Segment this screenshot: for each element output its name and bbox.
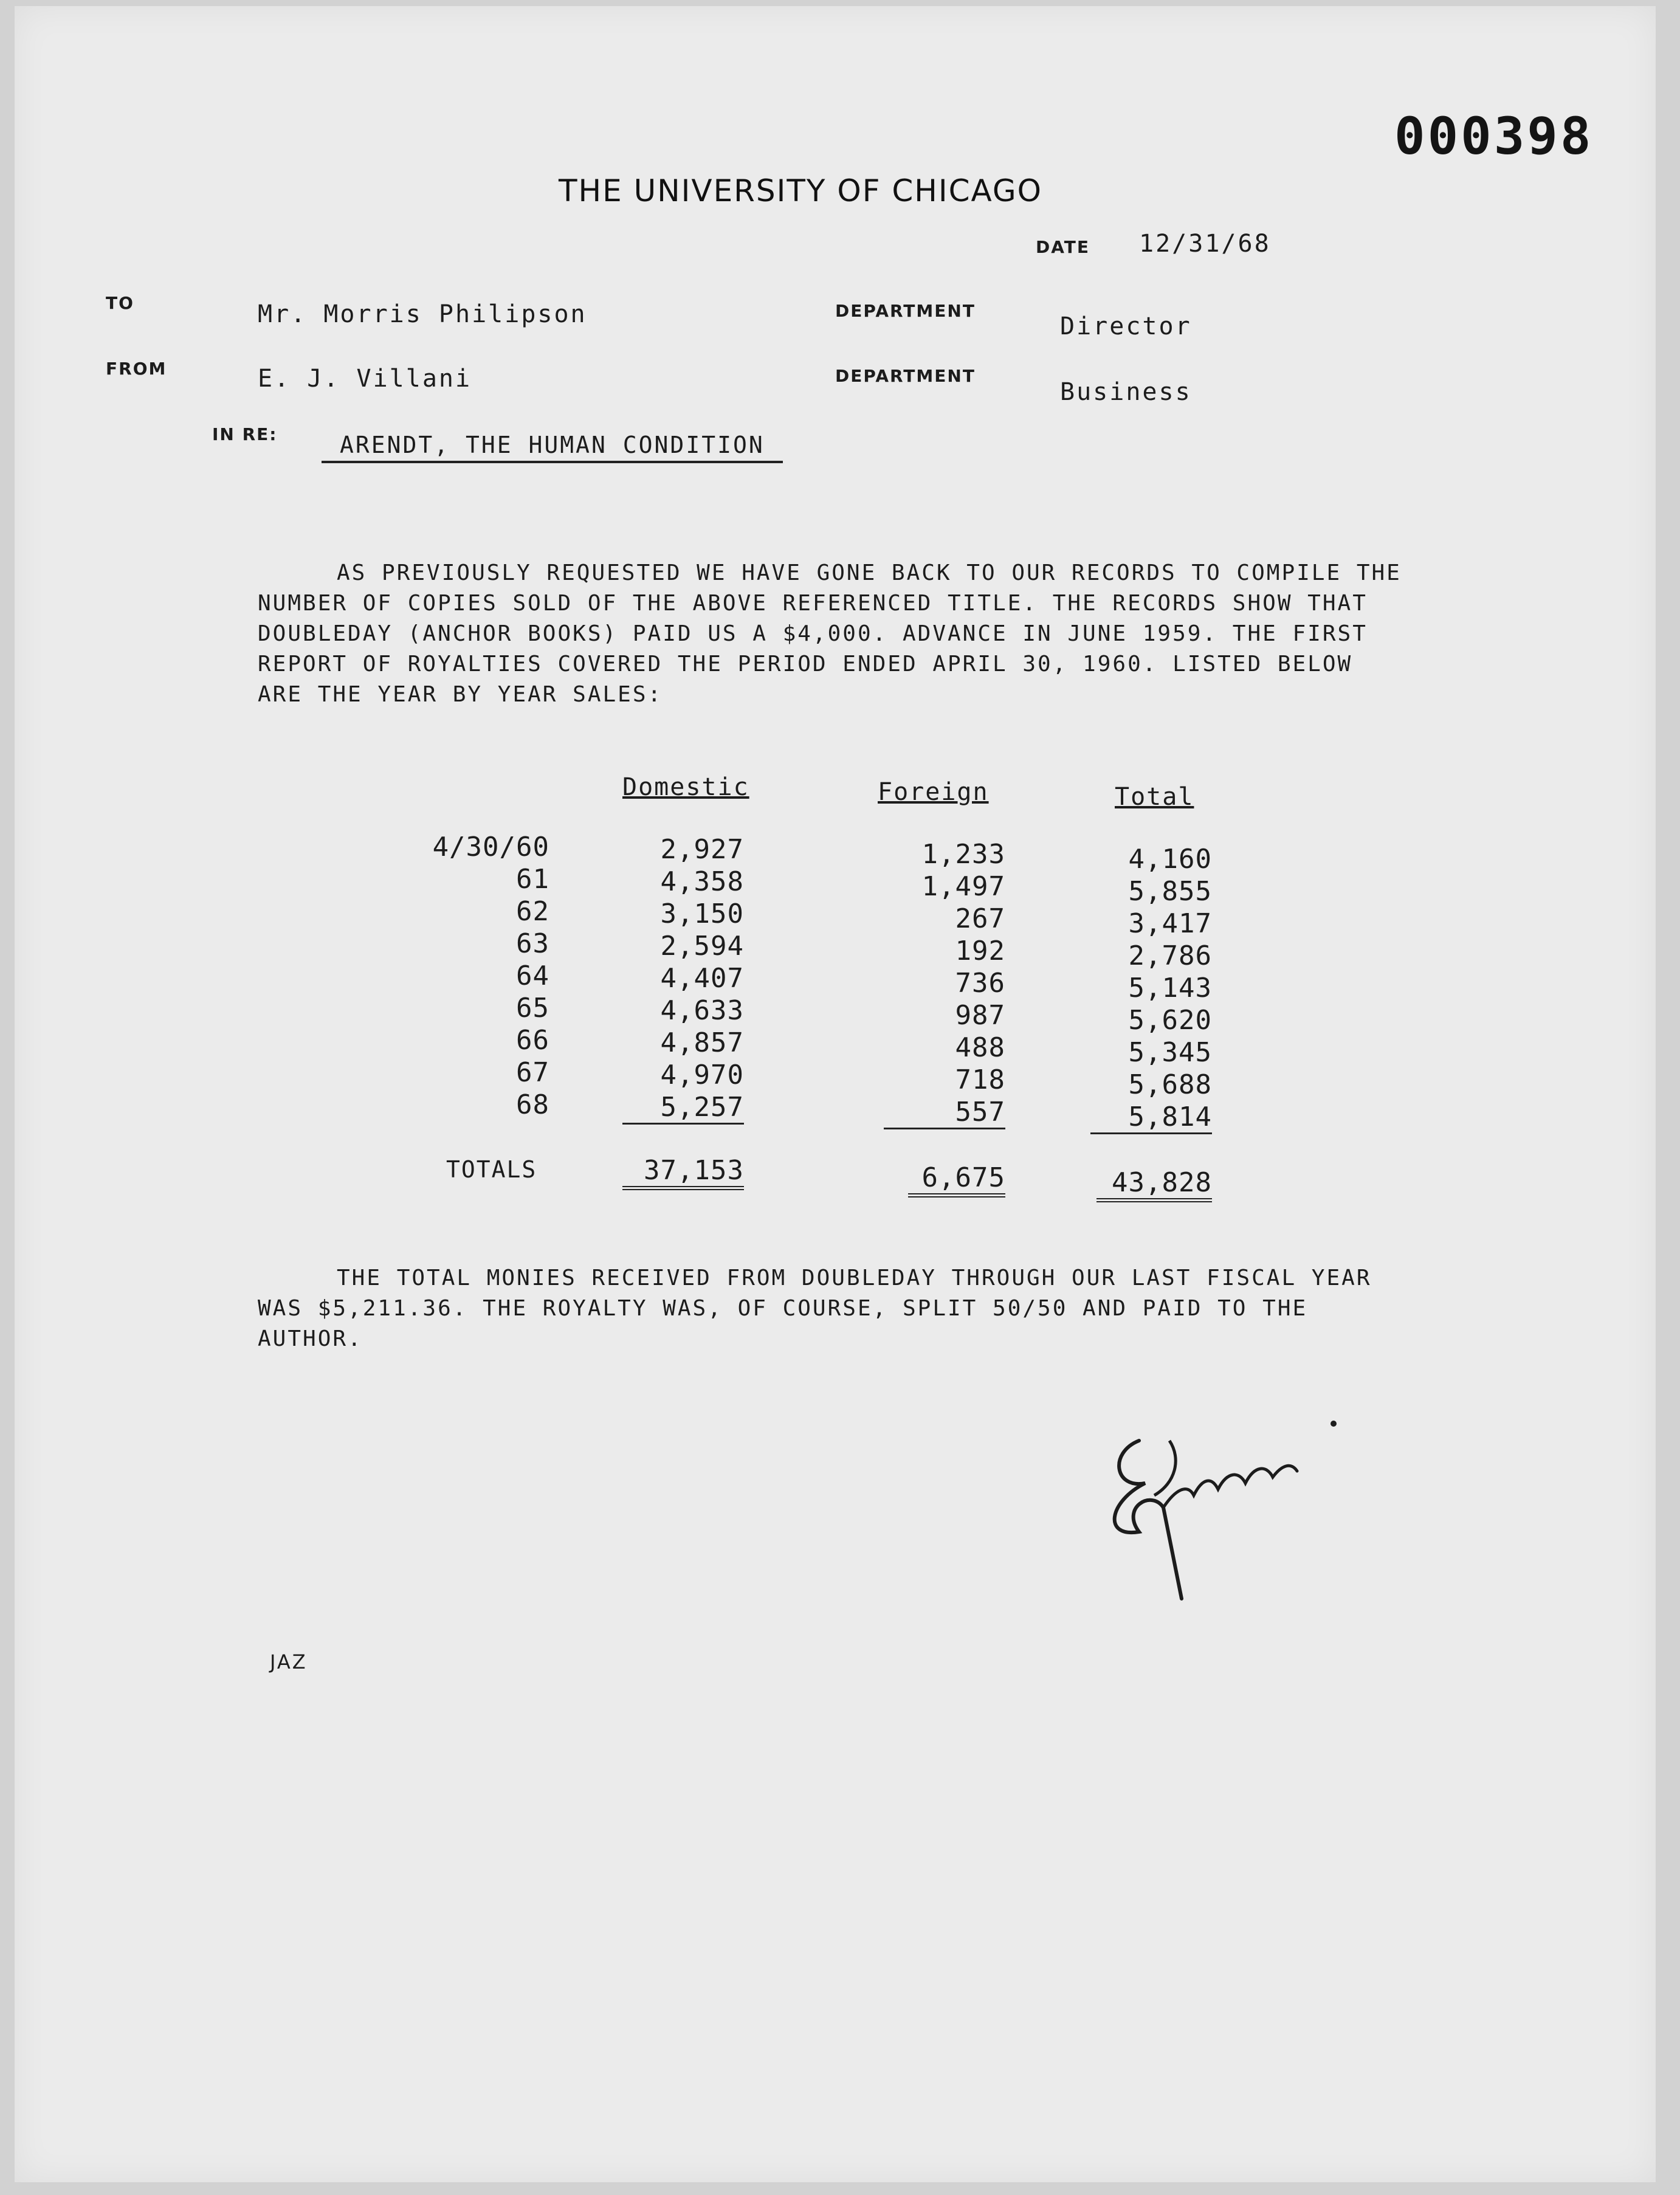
- column-header-domestic: Domestic: [622, 773, 749, 801]
- in-re-value: ARENDT, THE HUMAN CONDITION: [322, 432, 783, 463]
- row-total: 5,620: [1128, 1005, 1212, 1036]
- row-foreign: 736: [955, 968, 1005, 999]
- paragraph-1-line: ARE THE YEAR BY YEAR SALES:: [258, 682, 663, 707]
- row-period: 63: [516, 928, 549, 959]
- row-domestic: 3,150: [660, 898, 744, 929]
- column-header-total: Total: [1115, 783, 1194, 811]
- row-foreign: 557: [884, 1097, 1005, 1129]
- row-period: 62: [516, 896, 549, 927]
- row-period: 65: [516, 993, 549, 1024]
- signature: [1096, 1416, 1352, 1617]
- from-label: FROM: [106, 359, 167, 379]
- paragraph-2: [258, 1263, 1372, 1354]
- row-domestic: 2,927: [660, 834, 744, 865]
- row-foreign: 488: [955, 1032, 1005, 1063]
- paragraph-1-line: DOUBLEDAY (ANCHOR BOOKS) PAID US A $4,000. ADVANCE IN JUNE 1959. THE FIRST: [258, 621, 1368, 646]
- paragraph-2-line: WAS $5,211.36. THE ROYALTY WAS, OF COURSE, SPLIT 50/50 AND PAID TO THE: [258, 1296, 1308, 1321]
- row-total: 5,855: [1128, 876, 1212, 907]
- row-foreign: 1,233: [921, 839, 1005, 870]
- typist-initials: JAZ: [270, 1650, 308, 1673]
- row-foreign: 192: [955, 936, 1005, 967]
- row-total: 3,417: [1128, 908, 1212, 939]
- paragraph-1-line: REPORT OF ROYALTIES COVERED THE PERIOD ENDED APRIL 30, 1960. LISTED BELOW: [258, 652, 1353, 677]
- row-domestic: 4,358: [660, 866, 744, 897]
- row-domestic: 4,633: [660, 995, 744, 1026]
- row-domestic: 4,407: [660, 963, 744, 994]
- row-foreign: 987: [955, 1000, 1005, 1031]
- paragraph-2-line: AUTHOR.: [258, 1326, 363, 1351]
- row-period: 64: [516, 960, 549, 991]
- memo-page: [15, 6, 1656, 2182]
- row-domestic: 5,257: [622, 1092, 744, 1125]
- row-total: 4,160: [1128, 844, 1212, 875]
- row-total: 5,345: [1128, 1037, 1212, 1068]
- row-period: 68: [516, 1089, 549, 1120]
- row-period: 61: [516, 864, 549, 895]
- from-department-value: Business: [1060, 378, 1192, 406]
- to-department-value: Director: [1060, 312, 1192, 340]
- row-total: 2,786: [1128, 940, 1212, 971]
- row-domestic: 4,857: [660, 1027, 744, 1058]
- in-re-label: IN RE:: [212, 424, 278, 444]
- date-label: DATE: [1036, 237, 1090, 257]
- to-label: TO: [106, 293, 134, 313]
- paragraph-1-line: AS PREVIOUSLY REQUESTED WE HAVE GONE BACK TO OUR RECORDS TO COMPILE THE: [337, 560, 1402, 585]
- to-value: Mr. Morris Philipson: [258, 300, 587, 328]
- paragraph-1-line: NUMBER OF COPIES SOLD OF THE ABOVE REFERENCED TITLE. THE RECORDS SHOW THAT: [258, 591, 1368, 616]
- total-domestic: 37,153: [622, 1155, 744, 1190]
- total-total: 43,828: [1096, 1167, 1212, 1202]
- paragraph-1: [258, 558, 1402, 710]
- totals-label: TOTALS: [446, 1156, 537, 1183]
- to-department-label: DEPARTMENT: [835, 301, 976, 321]
- row-total: 5,688: [1128, 1069, 1212, 1100]
- row-period: 4/30/60: [432, 832, 549, 863]
- row-domestic: 2,594: [660, 931, 744, 962]
- row-period: 66: [516, 1025, 549, 1056]
- document-number: 000398: [1394, 106, 1594, 166]
- from-department-label: DEPARTMENT: [835, 366, 976, 386]
- date-value: 12/31/68: [1139, 230, 1271, 258]
- from-value: E. J. Villani: [258, 365, 472, 393]
- letterhead: THE UNIVERSITY OF CHICAGO: [559, 173, 1042, 208]
- row-foreign: 267: [955, 903, 1005, 934]
- paragraph-2-line: THE TOTAL MONIES RECEIVED FROM DOUBLEDAY THROUGH OUR LAST FISCAL YEAR: [337, 1266, 1372, 1290]
- row-domestic: 4,970: [660, 1060, 744, 1091]
- row-foreign: 1,497: [921, 871, 1005, 902]
- column-header-foreign: Foreign: [878, 778, 989, 806]
- row-total: 5,143: [1128, 973, 1212, 1004]
- row-period: 67: [516, 1057, 549, 1088]
- row-total: 5,814: [1090, 1101, 1212, 1134]
- total-foreign: 6,675: [908, 1162, 1005, 1197]
- row-foreign: 718: [955, 1064, 1005, 1095]
